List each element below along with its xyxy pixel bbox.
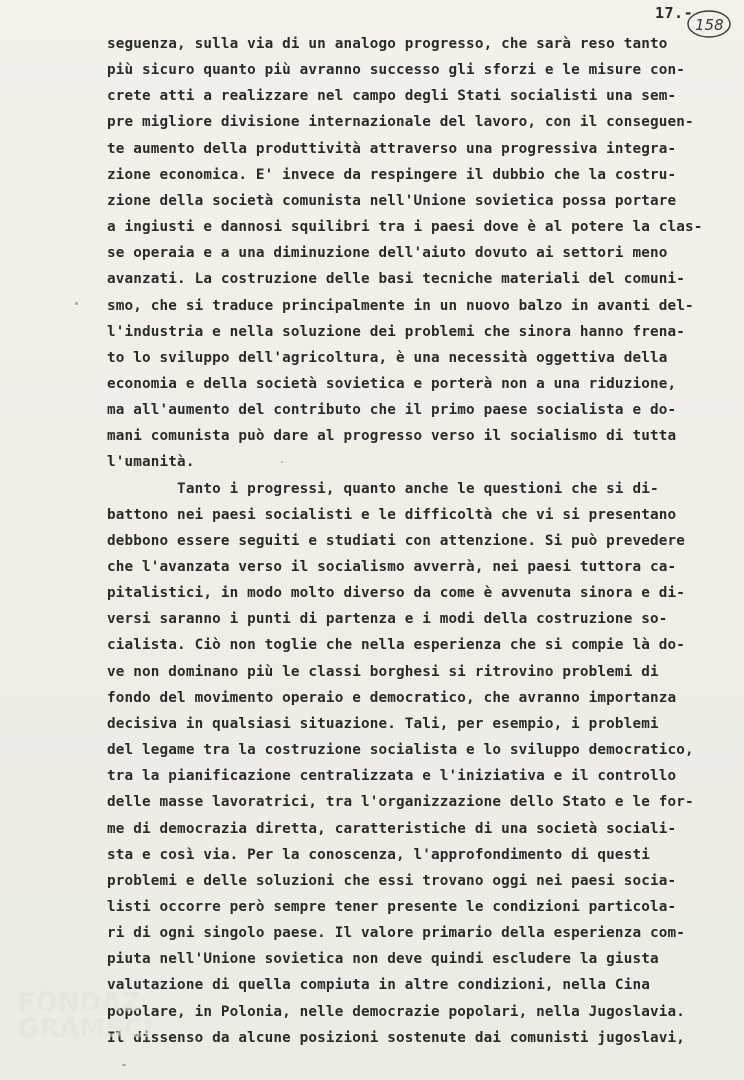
text-line: listi occorre però sempre tener presente le condizioni particola-: [107, 898, 677, 915]
text-line: più sicuro quanto più avranno successo gli sforzi e le misure con-: [107, 62, 685, 79]
text-line: cialista. Ciò non toglie che nella esperienza che si compie là do-: [107, 637, 685, 654]
text-line: pre migliore divisione internazionale del lavoro, con il conseguen-: [107, 114, 694, 131]
text-line: problemi e delle soluzioni che essi trovano oggi nei paesi socia-: [107, 872, 677, 889]
text-line: Il dissenso da alcune posizioni sostenute dai comunisti jugoslavi,: [107, 1029, 685, 1046]
text-line: del legame tra la costruzione socialista e lo sviluppo democratico,: [107, 742, 694, 758]
text-line: me di democrazia diretta, caratteristiche di una società sociali-: [107, 820, 677, 837]
text-line: zione economica. E' invece da respingere il dubbio che la costru-: [107, 166, 677, 183]
text-line: popolare, in Polonia, nelle democrazie popolari, nella Jugoslavia.: [107, 1003, 685, 1020]
text-line: crete atti a realizzare nel campo degli Stati socialisti una sem-: [107, 88, 677, 105]
page-number: 17.-: [655, 4, 694, 22]
text-line: che l'avanzata verso il socialismo avverrà, nei paesi tuttora ca-: [107, 559, 677, 575]
text-line: versi saranno i punti di partenza e i modi della costruzione so-: [107, 611, 668, 628]
text-line: pitalistici, in modo molto diverso da come è avvenuta sinora e di-: [107, 585, 685, 602]
watermark-logo: FONDAZ GRAMSCI: [18, 988, 153, 1044]
text-line: se operaia e a una diminuzione dell'aiuto dovuto ai settori meno: [107, 245, 668, 262]
text-line: tra la pianificazione centralizzata e l'iniziativa e il controllo: [107, 768, 677, 785]
text-line: seguenza, sulla via di un analogo progresso, che sarà reso tanto: [107, 36, 668, 52]
text-line: ve non dominano più le classi borghesi si ritrovino problemi di: [107, 663, 659, 680]
text-line: battono nei paesi socialisti e le difficoltà che vi si presentano: [107, 506, 677, 523]
margin-speck: [75, 302, 78, 305]
text-line: smo, che si traduce principalmente in un nuovo balzo in avanti del-: [107, 297, 694, 314]
margin-speck: [122, 1064, 126, 1066]
text-line: debbono essere seguiti e studiati con attenzione. Si può prevedere: [107, 532, 685, 549]
text-line: decisiva in qualsiasi situazione. Tali, per esempio, i problemi: [107, 715, 659, 732]
text-line: mani comunista può dare al progresso verso il socialismo di tutta: [107, 428, 677, 445]
text-line: ri di ogni singolo paese. Il valore primario della esperienza com-: [107, 925, 685, 942]
text-line: l'umanità.: [107, 454, 195, 471]
text-line: fondo del movimento operaio e democratico, che avranno importanza: [107, 689, 677, 706]
stamp-number: 158: [695, 16, 724, 34]
text-line: to lo sviluppo dell'agricoltura, è una necessità oggettiva della: [107, 349, 668, 366]
text-line: piuta nell'Unione sovietica non deve quindi escludere la giusta: [107, 951, 659, 968]
margin-speck: [281, 461, 283, 463]
text-line: avanzati. La costruzione delle basi tecniche materiali del comuni-: [107, 271, 685, 288]
text-line: economia e della società sovietica e porterà non a una riduzione,: [107, 375, 677, 392]
text-line: ma all'aumento del contributo che il primo paese socialista e do-: [107, 402, 677, 419]
text-line: l'industria e nella soluzione dei problemi che sinora hanno frena-: [107, 323, 685, 340]
text-line: valutazione di quella compiuta in altre condizioni, nella Cina: [107, 977, 650, 994]
text-line: zione della società comunista nell'Unione sovietica possa portare: [107, 192, 677, 209]
text-line: a ingiusti e dannosi squilibri tra i paesi dove è al potere la clas-: [107, 219, 703, 235]
text-line: sta e così via. Per la conoscenza, l'approfondimento di questi: [107, 846, 650, 863]
archive-stamp: [686, 9, 732, 39]
text-line: Tanto i progressi, quanto anche le questioni che si di-: [107, 480, 659, 497]
text-line: delle masse lavoratrici, tra l'organizzazione dello Stato e le for-: [107, 794, 694, 811]
text-line: te aumento della produttività attraverso una progressiva integra-: [107, 140, 677, 157]
